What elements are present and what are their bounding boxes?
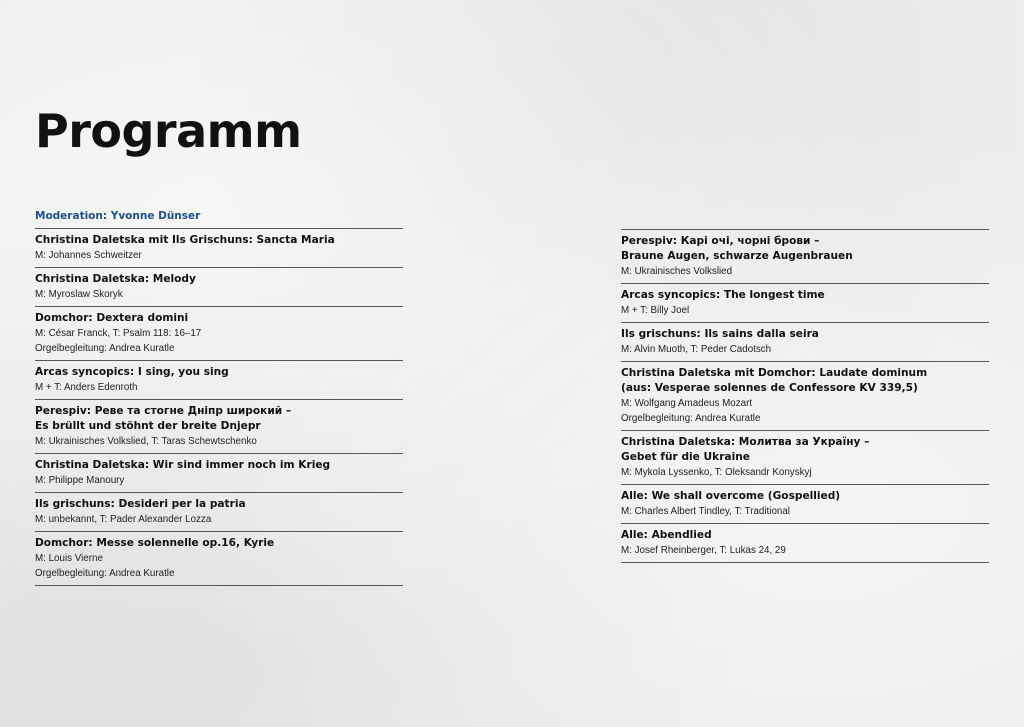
program-item-credit: M: César Franck, T: Psalm 118: 16–17 (35, 328, 202, 339)
program-item (35, 400, 403, 454)
program-column-left (35, 228, 403, 586)
program-item (621, 284, 989, 323)
program-item-credit: M: Mykola Lyssenko, T: Oleksandr Konyskyj (621, 467, 812, 478)
program-item (35, 307, 403, 361)
program-item-title: Alle: Abendlied (621, 529, 712, 541)
program-item-title: Christina Daletska mit Ils Grischuns: Sancta Maria (35, 234, 335, 246)
program-item-title: Braune Augen, schwarze Augenbrauen (621, 250, 853, 262)
program-item-title: Christina Daletska: Wir sind immer noch im Krieg (35, 459, 331, 471)
program-item-title: (aus: Vesperae solennes de Confessore KV 339,5) (621, 382, 918, 394)
program-item-title: Domchor: Dextera domini (35, 312, 189, 324)
program-item (35, 454, 403, 493)
program-item (621, 323, 989, 362)
program-item (621, 362, 989, 431)
program-item-title: Alle: We shall overcome (Gospellied) (621, 490, 841, 502)
program-item (35, 268, 403, 307)
page-title: Programm (35, 104, 302, 158)
program-item-title: Ils grischuns: Desideri per la patria (35, 498, 246, 510)
program-item-credit: M: Ukrainisches Volkslied, T: Taras Schewtschenko (35, 436, 257, 447)
program-item-credit: M: Charles Albert Tindley, T: Traditional (621, 506, 790, 517)
program-item-credit: M: Louis Vierne (35, 553, 103, 564)
program-item-credit: M: Josef Rheinberger, T: Lukas 24, 29 (621, 545, 786, 556)
program-item-credit: M + T: Anders Edenroth (35, 382, 138, 393)
program-item-title: Christina Daletska mit Domchor: Laudate dominum (621, 367, 928, 379)
program-item-title: Ils grischuns: Ils sains dalla seira (621, 328, 819, 340)
program-item (621, 230, 989, 284)
program-item-credit: M: Myroslaw Skoryk (35, 289, 123, 300)
program-item-title: Arcas syncopics: I sing, you sing (35, 366, 229, 378)
program-item-credit: M: unbekannt, T: Pader Alexander Lozza (35, 514, 212, 525)
program-item-credit: M: Ukrainisches Volkslied (621, 266, 733, 277)
program-item-title: Es brüllt und stöhnt der breite Dnjepr (35, 420, 261, 432)
program-item (35, 532, 403, 586)
program-item-credit: M + T: Billy Joel (621, 305, 690, 316)
program-item-credit: Orgelbegleitung: Andrea Kuratle (35, 568, 175, 579)
program-item (621, 524, 989, 563)
program-item-credit: Orgelbegleitung: Andrea Kuratle (621, 413, 761, 424)
program-item-credit: M: Alvin Muoth, T: Peder Cadotsch (621, 344, 772, 355)
program-item-credit: Orgelbegleitung: Andrea Kuratle (35, 343, 175, 354)
program-item-title: Perespiv: Реве та стогне Дніпр широкий – (35, 405, 292, 417)
program-item (621, 431, 989, 485)
program-item-title: Gebet für die Ukraine (621, 451, 750, 463)
program-item-title: Christina Daletska: Melody (35, 273, 196, 285)
moderation-label: Moderation: Yvonne Dünser (35, 210, 201, 222)
program-item-title: Arcas syncopics: The longest time (621, 289, 825, 301)
program-item (621, 485, 989, 524)
program-item (35, 493, 403, 532)
program-item-credit: M: Philippe Manoury (35, 475, 125, 486)
program-item-title: Domchor: Messe solennelle op.16, Kyrie (35, 537, 275, 549)
program-item-title: Perespiv: Карі очі, чорні брови – (621, 235, 820, 247)
program-item-credit: M: Wolfgang Amadeus Mozart (621, 398, 753, 409)
program-column-right (621, 229, 989, 563)
program-item-title: Christina Daletska: Молитва за Україну – (621, 436, 870, 448)
program-item (35, 361, 403, 400)
program-item (35, 229, 403, 268)
program-item-credit: M: Johannes Schweitzer (35, 250, 142, 261)
